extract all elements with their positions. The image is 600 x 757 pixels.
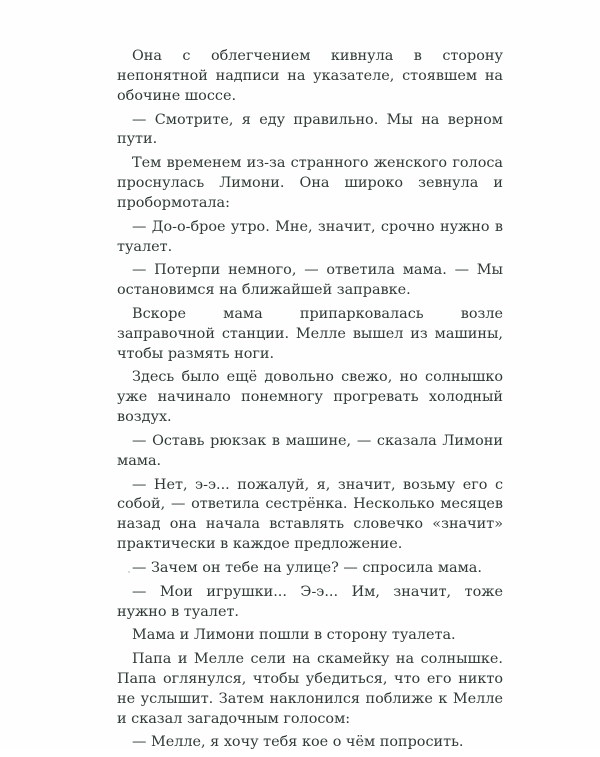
paragraph-4: — До-о-брое утро. Мне, значит, срочно нужно в туалет. xyxy=(117,218,503,255)
paragraph-11: — Мои игрушки... Э-э... Им, значит, тоже нужно в туалет. xyxy=(117,583,503,620)
paragraph-9: — Нет, э-э... пожалуй, я, значит, возьму его с собой, — ответила сестрёнка. Несколько месяцев назад она начала вставлять словечко «значит» практически в каждое предложение. xyxy=(117,476,503,553)
paragraph-10: — Зачем он тебе на улице? — спросила мама. xyxy=(132,559,482,576)
paragraph-5: — Потерпи немного, — ответила мама. — Мы остановимся на ближайшей заправке. xyxy=(117,262,503,299)
body-text xyxy=(117,47,503,757)
paragraph-6: Вскоре мама припарковалась возле заправочной станции. Мелле вышел из машины, чтобы размять ноги. xyxy=(117,305,503,362)
paragraph-7: Здесь было ещё довольно свежо, но солнышко уже начинало понемногу прогревать холодный воздух. xyxy=(117,369,503,426)
paragraph-2: — Смотрите, я еду правильно. Мы на верном пути. xyxy=(117,111,503,148)
paragraph-1: Она с облегчением кивнула в сторону непонятной надписи на указателе, стоявшем на обочине шоссе. xyxy=(117,48,503,104)
paragraph-14: — Мелле, я хочу тебя кое о чём попросить. xyxy=(132,734,464,751)
paper-speck xyxy=(128,571,130,573)
paragraph-12: Мама и Лимони пошли в сторону туалета. xyxy=(132,627,456,644)
paragraph-13: Папа и Мелле сели на скамейку на солнышке. Папа оглянулся, чтобы убедиться, что его никто не услышит. Затем наклонился поближе к Мелле и сказал загадочным голосом: xyxy=(117,650,503,727)
paragraph-8: — Оставь рюкзак в машине, — сказала Лимони мама. xyxy=(117,432,503,469)
paragraph-3: Тем временем из-за странного женского голоса проснулась Лимони. Она широко зевнула и пробормотала: xyxy=(117,155,503,211)
